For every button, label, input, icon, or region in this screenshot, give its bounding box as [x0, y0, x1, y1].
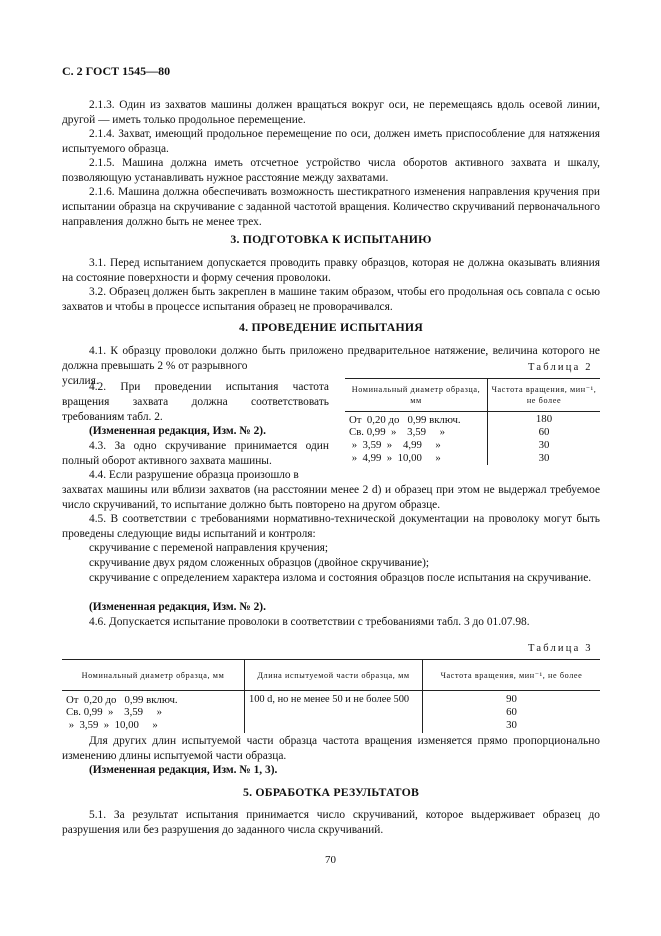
table-2-header-frequency: Частота вращения, мин⁻¹, не более — [491, 385, 597, 405]
table-2-cell-diameter: Св. 0,99 » 3,59 » — [345, 426, 488, 439]
table-3-cell-length: 100 d, но не менее 50 и не более 500 — [245, 691, 423, 734]
section-4-title: 4. ПРОВЕДЕНИЕ ИСПЫТАНИЯ — [239, 320, 423, 334]
table-3-cell-frequency: 60 — [506, 706, 517, 718]
table-3-cell-frequency: 90 — [506, 693, 517, 705]
list-item: скручивание двух рядом сложенных образцов (двойное скручивание); — [89, 557, 430, 569]
table-2-cell-frequency: 60 — [538, 426, 550, 438]
table-3-cell-diameter: » 3,59 » 10,00 » — [62, 719, 245, 733]
table-2-header-diameter: Номинальный диаметр образца, мм — [345, 379, 488, 412]
list-item: скручивание с определением характера излома и состояния образцов после испытания на скручивание. — [89, 572, 592, 584]
table-3-cell-frequency: 30 — [506, 719, 517, 731]
list-item: скручивание с переменой направления кручения; — [89, 542, 329, 554]
table-3-header-frequency: Частота вращения, мин⁻¹, не более — [440, 670, 583, 680]
paragraph-3-1: 3.1. Перед испытанием допускается проводить правку образцов, которая не должна оказывать влияния на состояние поверхности и форму сечения проволоки. — [62, 257, 600, 284]
page-header: С. 2 ГОСТ 1545—80 — [62, 64, 171, 78]
table-3-header-diameter: Номинальный диаметр образца, мм — [62, 660, 245, 691]
table-2-cell-frequency: 180 — [535, 413, 553, 425]
paragraph-3-2: 3.2. Образец должен быть закреплен в машине таким образом, чтобы его продольная ось совпала с осью захватов и чтобы в процессе испытания образец не проворачивался. — [62, 286, 600, 313]
table-2-cell-frequency: 30 — [538, 452, 550, 464]
paragraph-4-2: 4.2. При проведении испытания частота вращения захвата должна соответствовать требованиям табл. 2. — [62, 381, 329, 423]
table-3-cell-diameter: Св. 0,99 » 3,59 » — [62, 706, 245, 719]
paragraph-4-4-start: 4.4. Если разрушение образца произошло в — [89, 469, 299, 481]
table-2 — [345, 378, 600, 465]
table-3-header-length: Длина испытуемой части образца, мм — [245, 660, 423, 691]
paragraph-4-1-end: усилия. — [62, 375, 99, 387]
edit-note-2b: (Измененная редакция, Изм. № 2). — [89, 601, 266, 613]
edit-note-2a: (Измененная редакция, Изм. № 2). — [89, 425, 266, 437]
table-2-cell-diameter: » 3,59 » 4,99 » — [345, 439, 488, 452]
page-number: 70 — [325, 854, 336, 866]
paragraph-2-1-3: 2.1.3. Один из захватов машины должен вращаться вокруг оси, не перемещаясь вдоль осевой линии, другой — иметь только продольное перемещение. — [62, 99, 600, 126]
edit-note-1-3: (Измененная редакция, Изм. № 1, 3). — [89, 764, 278, 776]
paragraph-4-1: 4.1. К образцу проволоки должно быть приложено предварительное натяжение, величина которого не должна превышать 2 % от разрывного — [62, 345, 600, 372]
table-3-cell-diameter: От 0,20 до 0,99 включ. — [62, 691, 245, 707]
paragraph-5-1: 5.1. За результат испытания принимается число скручиваний, которое выдерживает образец до разрушения или без разрушения до заданного числа скручиваний. — [62, 809, 600, 836]
paragraph-4-5: 4.5. В соответствии с требованиями нормативно-технической документации на проволоку могут быть проведены следующие виды испытаний и контроля: — [62, 513, 600, 540]
section-3-title: 3. ПОДГОТОВКА К ИСПЫТАНИЮ — [230, 232, 432, 246]
paragraph-4-4: захватах машины или вблизи захватов (на расстоянии менее 2 d) и образец при этом не выдержал требуемое число скручиваний, то испытание должно быть повторено на другом образце. — [62, 484, 600, 511]
paragraph-4-6: 4.6. Допускается испытание проволоки в соответствии с требованиями табл. 3 до 01.07.98. — [89, 616, 530, 628]
paragraph-2-1-5: 2.1.5. Машина должна иметь отсчетное устройство числа оборотов активного захвата и шкалу, позволяющую устанавливать нужное расстояние между захватами. — [62, 157, 600, 184]
table-3-caption: Таблица 3 — [528, 643, 593, 654]
paragraph-after-table-3: Для других длин испытуемой части образца частота вращения изменяется прямо пропорционально изменению длины испытуемой части образца. — [62, 735, 600, 762]
paragraph-2-1-4: 2.1.4. Захват, имеющий продольное перемещение по оси, должен иметь приспособление для натяжения испытуемого образца. — [62, 128, 600, 155]
table-2-cell-frequency: 30 — [538, 439, 550, 451]
table-2-caption: Таблица 2 — [528, 362, 593, 373]
table-2-cell-diameter: От 0,20 до 0,99 включ. — [345, 412, 488, 427]
section-5-title: 5. ОБРАБОТКА РЕЗУЛЬТАТОВ — [242, 785, 420, 799]
table-2-cell-diameter: » 4,99 » 10,00 » — [345, 452, 488, 465]
paragraph-2-1-6: 2.1.6. Машина должна обеспечивать возможность шестикратного изменения направления кручения при испытании образца на скручивание с заданной частотой вращения. Количество скручиваний первоначального направления должно быть не менее трех. — [62, 186, 600, 228]
table-3 — [62, 659, 600, 733]
paragraph-4-3: 4.3. За одно скручивание принимается один полный оборот активного захвата машины. — [62, 440, 329, 467]
